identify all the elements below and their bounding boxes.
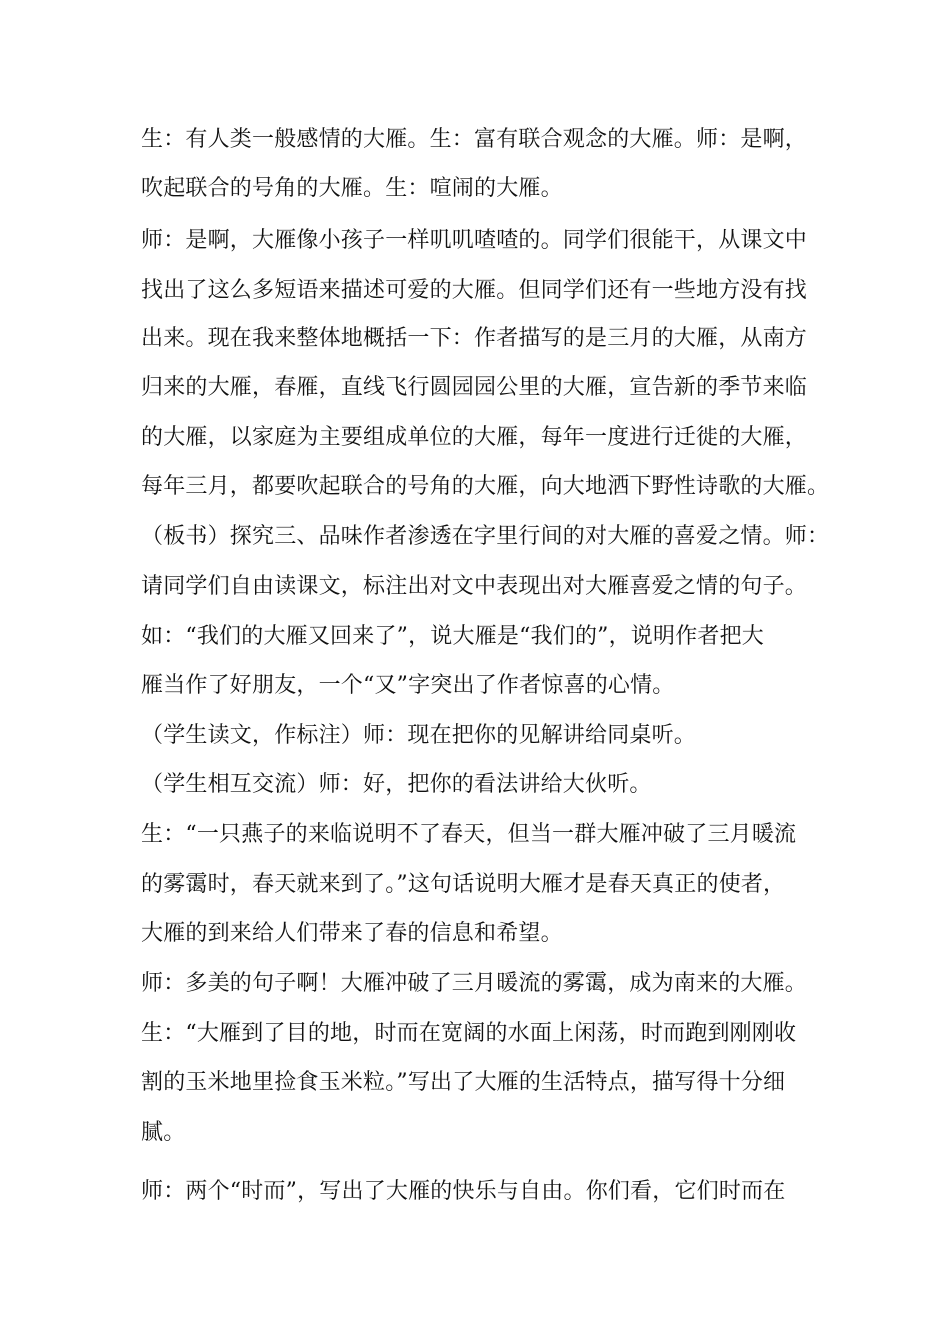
text-line: 归来的大雁，春雁，直线飞行圆园园公里的大雁，宣告新的季节来临 [141,375,808,400]
text-line: 大雁的到来给人们带来了春的信息和希望。 [141,921,563,946]
text-line: （板书）探究三、品味作者渗透在字里行间的对大雁的喜爱之情。师： [141,524,830,549]
text-line: 生：有人类一般感情的大雁。生：富有联合观念的大雁。师：是啊， [141,127,808,152]
text-line: 割的玉米地里捡食玉米粒。”写出了大雁的生活特点，描写得十分细 [141,1070,786,1095]
text-line: 的大雁，以家庭为主要组成单位的大雁，每年一度进行迁徙的大雁， [141,425,808,450]
text-line: 腻。 [141,1120,186,1145]
text-line: 出来。现在我来整体地概括一下：作者描写的是三月的大雁，从南方 [141,326,808,351]
text-line: 请同学们自由读课文，标注出对文中表现出对大雁喜爱之情的句子。 [141,574,808,599]
text-line: （学生读文，作标注）师：现在把你的见解讲给同桌听。 [141,723,697,748]
text-line: 生：“一只燕子的来临说明不了春天，但当一群大雁冲破了三月暖流 [141,822,797,847]
text-line: 找出了这么多短语来描述可爱的大雁。但同学们还有一些地方没有找 [141,278,808,303]
text-line: 如：“我们的大雁又回来了”，说大雁是“我们的”，说明作者把大 [141,624,764,649]
text-line: 雁当作了好朋友，一个“又”字突出了作者惊喜的心情。 [141,673,675,698]
text-line: 生：“大雁到了目的地，时而在宽阔的水面上闲荡，时而跑到刚刚收 [141,1021,797,1046]
text-line: 师：两个“时而”，写出了大雁的快乐与自由。你们看，它们时而在 [141,1179,786,1204]
text-line: 每年三月，都要吹起联合的号角的大雁，向大地洒下野性诗歌的大雁。 [141,474,830,499]
text-line: 的雾霭时，春天就来到了。”这句话说明大雁才是春天真正的使者， [141,872,786,897]
text-line: 吹起联合的号角的大雁。生：喧闹的大雁。 [141,176,563,201]
text-line: 师：是啊，大雁像小孩子一样叽叽喳喳的。同学们很能干，从课文中 [141,228,808,253]
text-line: 师：多美的句子啊！大雁冲破了三月暖流的雾霭，成为南来的大雁。 [141,971,808,996]
text-line: （学生相互交流）师：好，把你的看法讲给大伙听。 [141,772,652,797]
